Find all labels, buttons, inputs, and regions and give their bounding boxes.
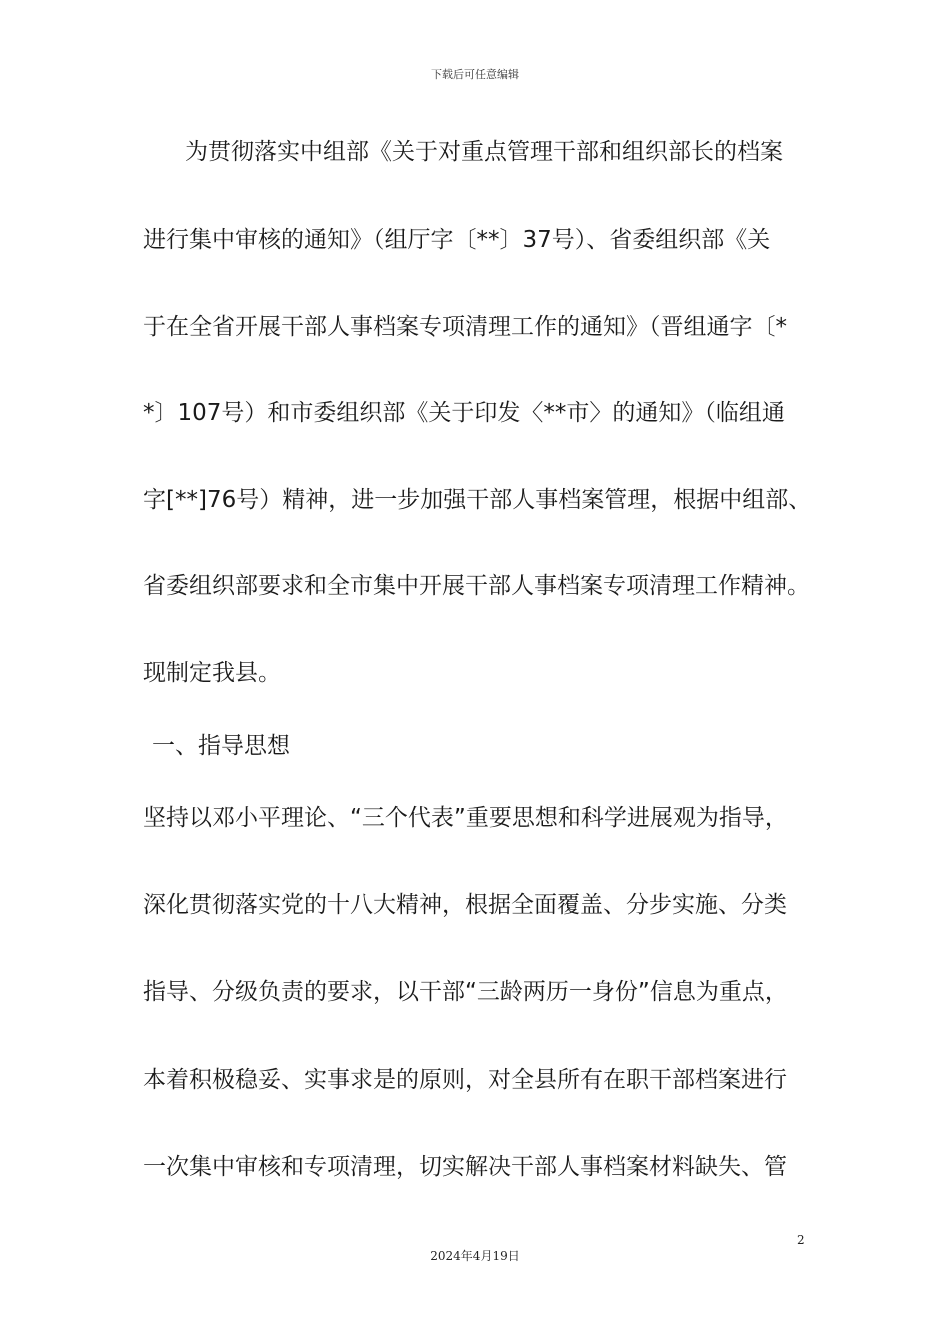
- paragraph-line: 指导、分级负责的要求，以干部“三龄两历一身份”信息为重点，: [143, 979, 788, 1005]
- paragraph-line: 坚持以邓小平理论、“三个代表”重要思想和科学进展观为指导，: [143, 805, 788, 831]
- page-number: 2: [797, 1233, 805, 1247]
- paragraph-line: 于在全省开展干部人事档案专项清理工作的通知》（晋组通字〔*: [143, 314, 787, 340]
- paragraph-line: 现制定我县。: [143, 660, 281, 686]
- paragraph-line: 为贯彻落实中组部《关于对重点管理干部和组织部长的档案: [185, 139, 783, 165]
- section-heading: 一、指导思想: [152, 733, 290, 759]
- footer-date: 2024年4月19日: [430, 1249, 520, 1263]
- paragraph-line: 一次集中审核和专项清理，切实解决干部人事档案材料缺失、管: [143, 1154, 787, 1180]
- paragraph-line: 字[**]76号）精神，进一步加强干部人事档案管理，根据中组部、: [143, 487, 812, 513]
- paragraph-line: 进行集中审核的通知》（组厅字〔**〕37号）、省委组织部《关: [143, 227, 771, 253]
- paragraph-line: *〕107号）和市委组织部《关于印发〈**市〉的通知》（临组通: [143, 400, 785, 426]
- paragraph-line: 省委组织部要求和全市集中开展干部人事档案专项清理工作精神。: [143, 573, 810, 599]
- paragraph-line: 本着积极稳妥、实事求是的原则，对全县所有在职干部档案进行: [143, 1067, 787, 1093]
- page-header: 下载后可任意编辑: [431, 68, 519, 81]
- paragraph-line: 深化贯彻落实党的十八大精神，根据全面覆盖、分步实施、分类: [143, 892, 787, 918]
